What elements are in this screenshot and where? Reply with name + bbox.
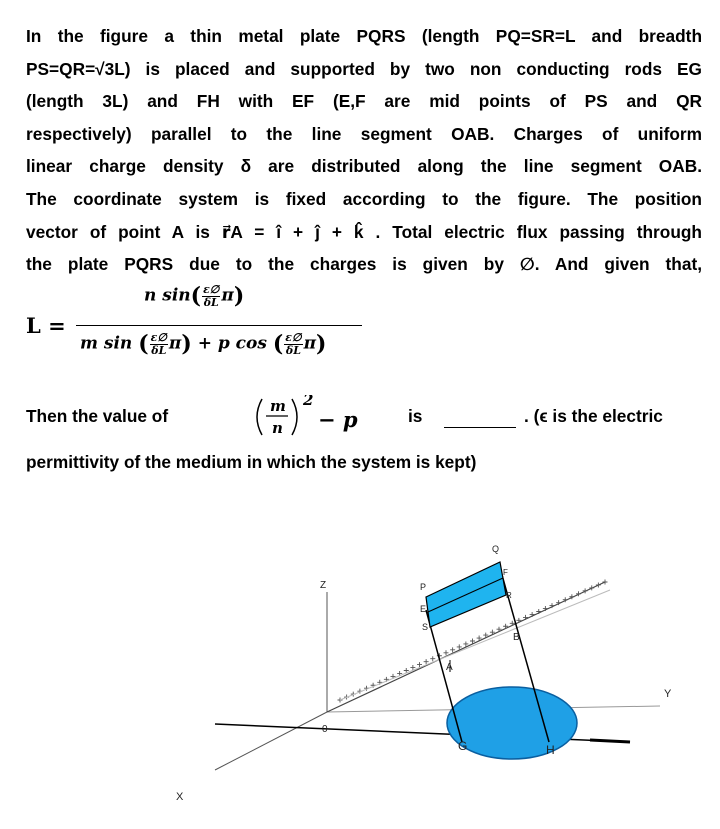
h-label: H bbox=[546, 743, 555, 757]
m-symbol: m bbox=[270, 397, 286, 415]
frac-bottom: δL bbox=[151, 343, 167, 357]
b-label: B bbox=[513, 632, 520, 643]
text-line: vector of point A is r⃗A = î + ĵ + k̂ . Total electric flux passing through bbox=[26, 221, 702, 242]
denom-m-sin: m sin bbox=[80, 333, 133, 354]
answer-blank bbox=[444, 427, 516, 428]
formula-lhs: L = bbox=[26, 313, 66, 338]
plus-mark bbox=[603, 580, 608, 585]
x-axis bbox=[215, 712, 327, 770]
r-label: R bbox=[506, 591, 512, 600]
text-line: In the figure a thin metal plate PQRS (length PQ=SR=L and breadth bbox=[26, 26, 702, 46]
plus-mark bbox=[457, 644, 462, 649]
pi-symbol: π bbox=[221, 285, 234, 306]
mini-fraction bbox=[150, 332, 168, 357]
e-label: E bbox=[420, 604, 427, 614]
frac-top: ε∅ bbox=[203, 282, 220, 296]
problem-paragraph bbox=[26, 20, 702, 281]
text-line: PS=QR=√3L) is placed and supported by two non conducting rods EG bbox=[26, 58, 702, 79]
plus-mark bbox=[417, 662, 422, 667]
mini-fraction bbox=[202, 284, 220, 309]
permittivity-line: permittivity of the medium in which the system is kept) bbox=[26, 452, 477, 472]
fraction-bar bbox=[76, 325, 362, 326]
plus-mark bbox=[444, 650, 449, 655]
denom-p-cos: + p cos bbox=[197, 333, 267, 354]
z-label: Z bbox=[320, 580, 327, 591]
problem-text bbox=[26, 20, 702, 281]
frac-bottom: δL bbox=[285, 343, 301, 357]
is-text: is bbox=[408, 406, 423, 426]
plus-mark bbox=[596, 582, 601, 587]
s-label: S bbox=[422, 622, 429, 632]
f-label: F bbox=[503, 568, 508, 577]
q-label: Q bbox=[492, 544, 500, 554]
y-label: Y bbox=[664, 688, 672, 700]
frac-bottom: δL bbox=[203, 295, 219, 309]
plus-mark bbox=[424, 659, 429, 664]
l-formula bbox=[26, 283, 356, 373]
ground-line-right bbox=[590, 740, 630, 742]
g-label: G bbox=[458, 739, 468, 753]
frac-top: ε∅ bbox=[285, 330, 302, 344]
text-line: linear charge density δ are distributed along the line segment OAB. bbox=[26, 156, 702, 177]
minus-p: − p bbox=[318, 407, 358, 432]
formula-denominator: m sin ( $\frac{\varepsilon\emptyset}{\delta L}$ π) + p cos ( $\frac{\varepsilon\emptyset}{\delta L}$ π) bbox=[80, 330, 327, 357]
pi-symbol: π bbox=[168, 333, 182, 354]
geometry-figure bbox=[0, 520, 720, 820]
then-text: Then the value of bbox=[26, 406, 169, 426]
origin-label: 0 bbox=[322, 724, 328, 735]
x-label: X bbox=[176, 791, 184, 803]
epsilon-note: . (ϵ is the electric bbox=[524, 406, 663, 426]
rod-eg bbox=[426, 610, 462, 742]
numerator-sin: n sin bbox=[144, 285, 191, 306]
plus-mark bbox=[523, 615, 528, 620]
frac-top: ε∅ bbox=[150, 330, 167, 344]
question-line bbox=[26, 395, 702, 435]
text-line: respectively) parallel to the line segment OAB. Charges of uniform bbox=[26, 123, 702, 144]
text-line: (length 3L) and FH with EF (E,F are mid points of PS and QR bbox=[26, 91, 702, 112]
power-two: 2 bbox=[303, 395, 314, 409]
plus-mark bbox=[530, 612, 535, 617]
plus-mark bbox=[430, 656, 435, 661]
formula-numerator: n sin( $\frac{\varepsilon\emptyset}{\delta L}$ π) bbox=[144, 282, 245, 309]
m-over-n-squared-expression bbox=[248, 395, 398, 441]
p-label: P bbox=[420, 582, 427, 592]
pi-symbol: π bbox=[303, 333, 317, 354]
a-label: A bbox=[446, 662, 453, 673]
text-line: The coordinate system is fixed according to the figure. The position bbox=[26, 188, 702, 209]
mini-fraction bbox=[284, 332, 302, 357]
plus-mark bbox=[450, 647, 455, 652]
n-symbol: n bbox=[272, 419, 283, 437]
text-line: the plate PQRS due to the charges is given by ∅. And given that, bbox=[26, 254, 702, 275]
